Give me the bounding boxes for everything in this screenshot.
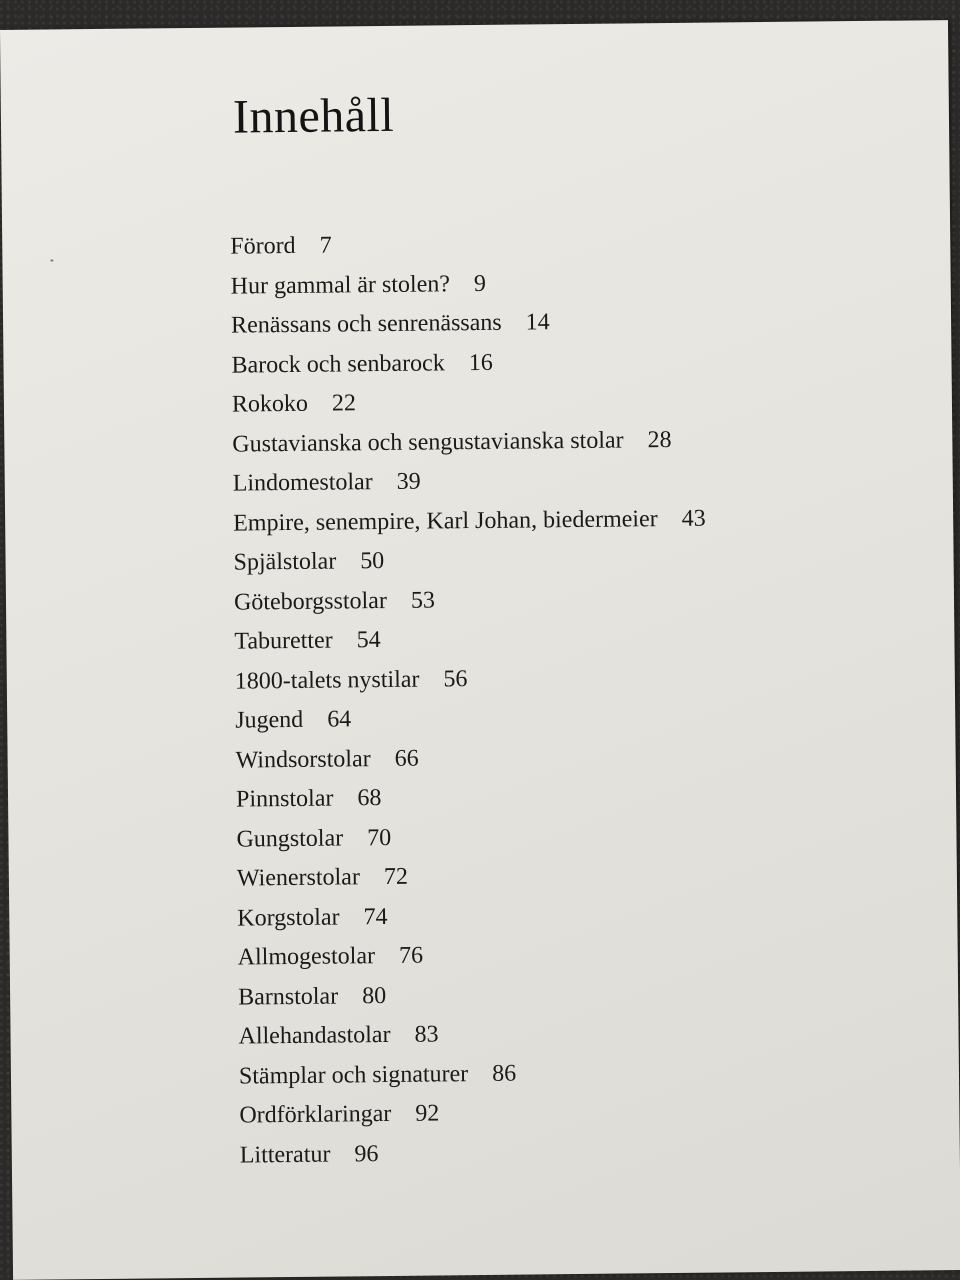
toc-entry-page: 22 bbox=[331, 390, 357, 417]
toc-entry bbox=[238, 934, 711, 978]
toc-entry-label: Taburetter bbox=[234, 627, 333, 655]
toc-entry-label: Hur gammal är stolen? bbox=[230, 270, 451, 300]
toc-entry-page: 50 bbox=[360, 548, 385, 575]
toc-entry bbox=[231, 341, 704, 385]
toc-entry bbox=[239, 1052, 712, 1096]
toc-entry bbox=[233, 499, 706, 543]
toc-entry bbox=[240, 1131, 713, 1175]
toc-entry-page: 76 bbox=[398, 942, 424, 969]
toc-entry-page: 28 bbox=[647, 426, 672, 453]
toc-entry-page: 72 bbox=[383, 863, 409, 891]
toc-entry bbox=[237, 894, 710, 938]
toc-entry bbox=[234, 618, 707, 662]
toc-entry bbox=[238, 973, 711, 1017]
toc-entry-label: Ordförklaringar bbox=[239, 1100, 392, 1129]
page-title: Innehåll bbox=[232, 88, 395, 144]
toc-entry-page: 92 bbox=[415, 1100, 440, 1127]
toc-entry bbox=[232, 381, 705, 425]
toc-entry-label: Rokoko bbox=[231, 390, 309, 418]
toc-entry-label: Pinnstolar bbox=[235, 785, 334, 813]
toc-entry-page: 54 bbox=[356, 627, 381, 654]
toc-entry-page: 66 bbox=[394, 745, 419, 772]
toc-entry-page: 80 bbox=[361, 982, 387, 1009]
toc-entry-page: 96 bbox=[354, 1140, 379, 1167]
toc-entry-label: Litteratur bbox=[239, 1141, 331, 1169]
toc-entry-label: 1800-talets nystilar bbox=[234, 666, 420, 695]
toc-entry-page: 16 bbox=[468, 349, 493, 376]
toc-entry-page: 14 bbox=[525, 309, 550, 336]
toc-entry bbox=[235, 736, 708, 780]
toc-entry bbox=[233, 460, 706, 504]
toc-entry-label: Gustavianska och sengustavianska stolar bbox=[232, 426, 624, 458]
toc-entry-page: 7 bbox=[319, 232, 332, 259]
toc-entry bbox=[235, 697, 708, 741]
book-page bbox=[0, 20, 960, 1280]
toc-entry-label: Allehandastolar bbox=[238, 1021, 391, 1050]
toc-entry bbox=[236, 815, 709, 859]
toc-entry bbox=[236, 776, 709, 820]
toc-entry-page: 70 bbox=[366, 824, 392, 851]
toc-entry bbox=[232, 420, 705, 464]
toc-entry-label: Wienerstolar bbox=[236, 864, 361, 892]
toc-entry-label: Barnstolar bbox=[238, 983, 339, 1011]
toc-entry-page: 64 bbox=[327, 706, 352, 733]
toc-entry bbox=[231, 302, 704, 346]
toc-entry-label: Barock och senbarock bbox=[231, 349, 445, 379]
page-speck bbox=[50, 259, 53, 261]
toc-entry bbox=[235, 657, 708, 701]
toc-entry-page: 53 bbox=[410, 586, 436, 614]
toc-entry bbox=[233, 539, 706, 583]
toc-entry-page: 39 bbox=[396, 468, 421, 495]
toc-entry-label: Empire, senempire, Karl Johan, biedermeier bbox=[233, 505, 658, 537]
toc-entry-label: Jugend bbox=[235, 706, 304, 734]
toc-entry-page: 43 bbox=[681, 505, 706, 532]
toc-entry-page: 86 bbox=[492, 1060, 517, 1087]
toc-entry-label: Korgstolar bbox=[237, 903, 340, 932]
toc-entry-page: 56 bbox=[443, 665, 468, 692]
toc-entry bbox=[234, 578, 707, 622]
toc-entry-label: Göteborgsstolar bbox=[233, 587, 388, 616]
toc-entry-label: Renässans och senrenässans bbox=[230, 309, 502, 339]
toc-entry-label: Spjälstolar bbox=[233, 548, 337, 576]
toc-entry-label: Allmogestolar bbox=[237, 943, 376, 971]
toc-entry bbox=[239, 1092, 712, 1136]
toc-entry bbox=[237, 855, 710, 899]
toc-entry-page: 68 bbox=[357, 785, 382, 812]
toc-entry-label: Gungstolar bbox=[236, 824, 344, 853]
table-of-contents bbox=[230, 223, 712, 1176]
toc-entry bbox=[238, 1013, 711, 1057]
toc-entry-label: Lindomestolar bbox=[232, 469, 373, 497]
toc-entry-page: 83 bbox=[414, 1021, 439, 1048]
toc-entry-label: Windsorstolar bbox=[235, 745, 371, 774]
toc-entry-page: 9 bbox=[473, 270, 487, 297]
toc-entry-label: Förord bbox=[230, 232, 296, 260]
toc-entry-label: Stämplar och signaturer bbox=[238, 1060, 469, 1090]
toc-entry-page: 74 bbox=[363, 903, 388, 930]
toc-entry bbox=[230, 223, 703, 267]
toc-entry bbox=[230, 262, 703, 306]
